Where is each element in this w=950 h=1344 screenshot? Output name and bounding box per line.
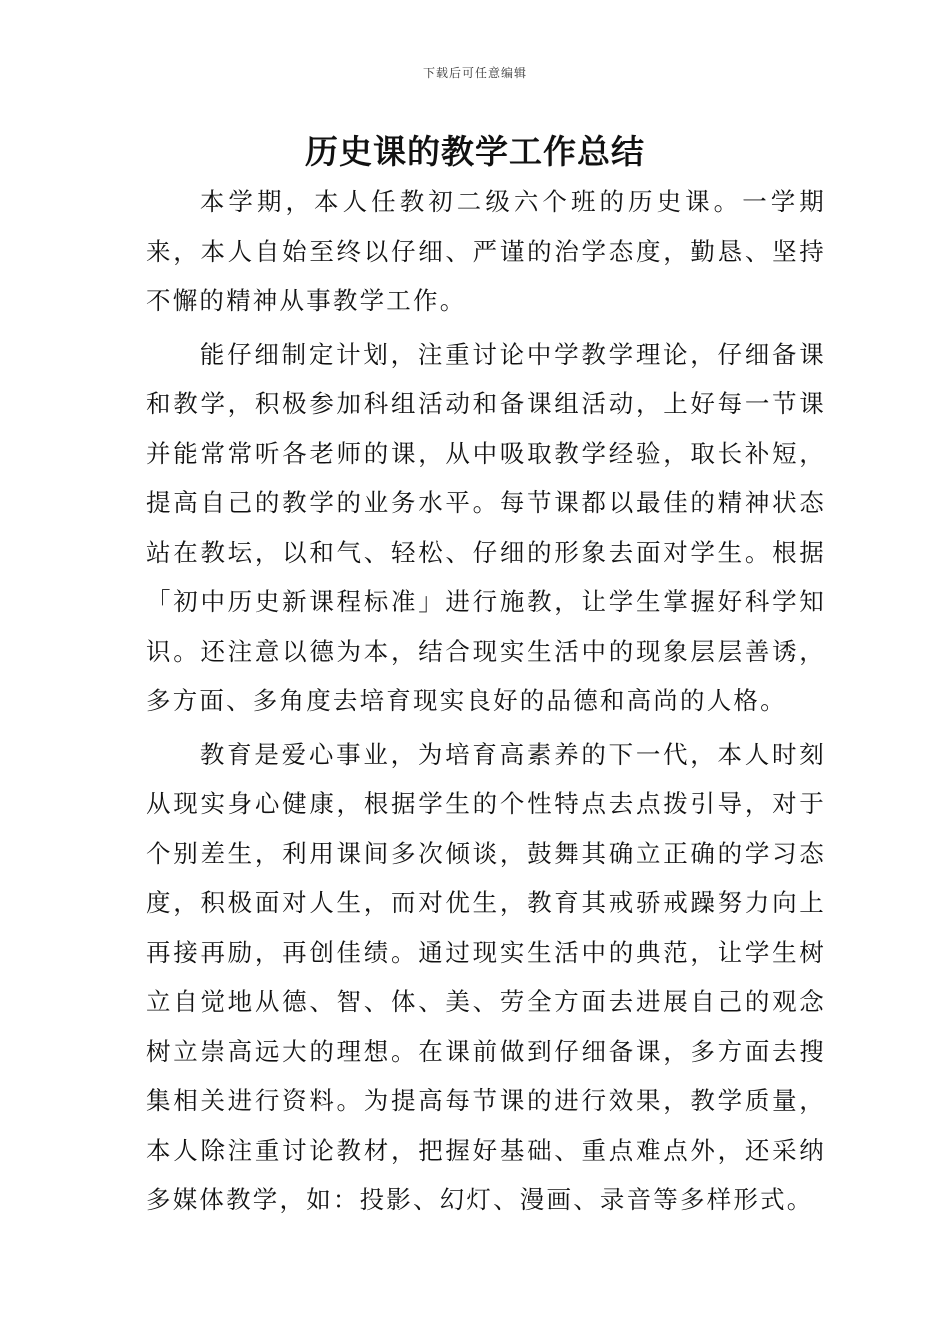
paragraph-2: 能仔细制定计划，注重讨论中学教学理论，仔细备课和教学，积极参加科组活动和备课组活动，上好每一节课并能常常听各老师的课，从中吸取教学经验，取长补短，提高自己的教学的业务水平。每节课都以最佳的精神状态站在教坛，以和气、轻松、仔细的形象去面对学生。根据「初中历史新课程标准」进行施教，让学生掌握好科学知识。还注意以德为本，结合现实生活中的现象层层善诱，多方面、多角度去培育现实良好的品德和高尚的人格。 xyxy=(146,339,826,715)
document-body xyxy=(146,177,826,1229)
paragraph-1: 本学期，本人任教初二级六个班的历史课。一学期来，本人自始至终以仔细、严谨的治学态度，勤恳、坚持不懈的精神从事教学工作。 xyxy=(146,187,826,315)
document-title: 历史课的教学工作总结 xyxy=(305,132,645,171)
paragraph-3: 教育是爱心事业，为培育高素养的下一代，本人时刻从现实身心健康，根据学生的个性特点去点拨引导，对于个别差生，利用课间多次倾谈，鼓舞其确立正确的学习态度，积极面对人生，而对优生，教育其戒骄戒躁努力向上再接再励，再创佳绩。通过现实生活中的典范，让学生树立自觉地从德、智、体、美、劳全方面去进展自己的观念树立崇高远大的理想。在课前做到仔细备课，多方面去搜集相关进行资料。为提高每节课的进行效果，教学质量，本人除注重讨论教材，把握好基础、重点难点外，还采纳多媒体教学，如：投影、幻灯、漫画、录音等多样形式。 xyxy=(146,739,826,1214)
page-header-note: 下载后可任意编辑 xyxy=(422,66,527,80)
